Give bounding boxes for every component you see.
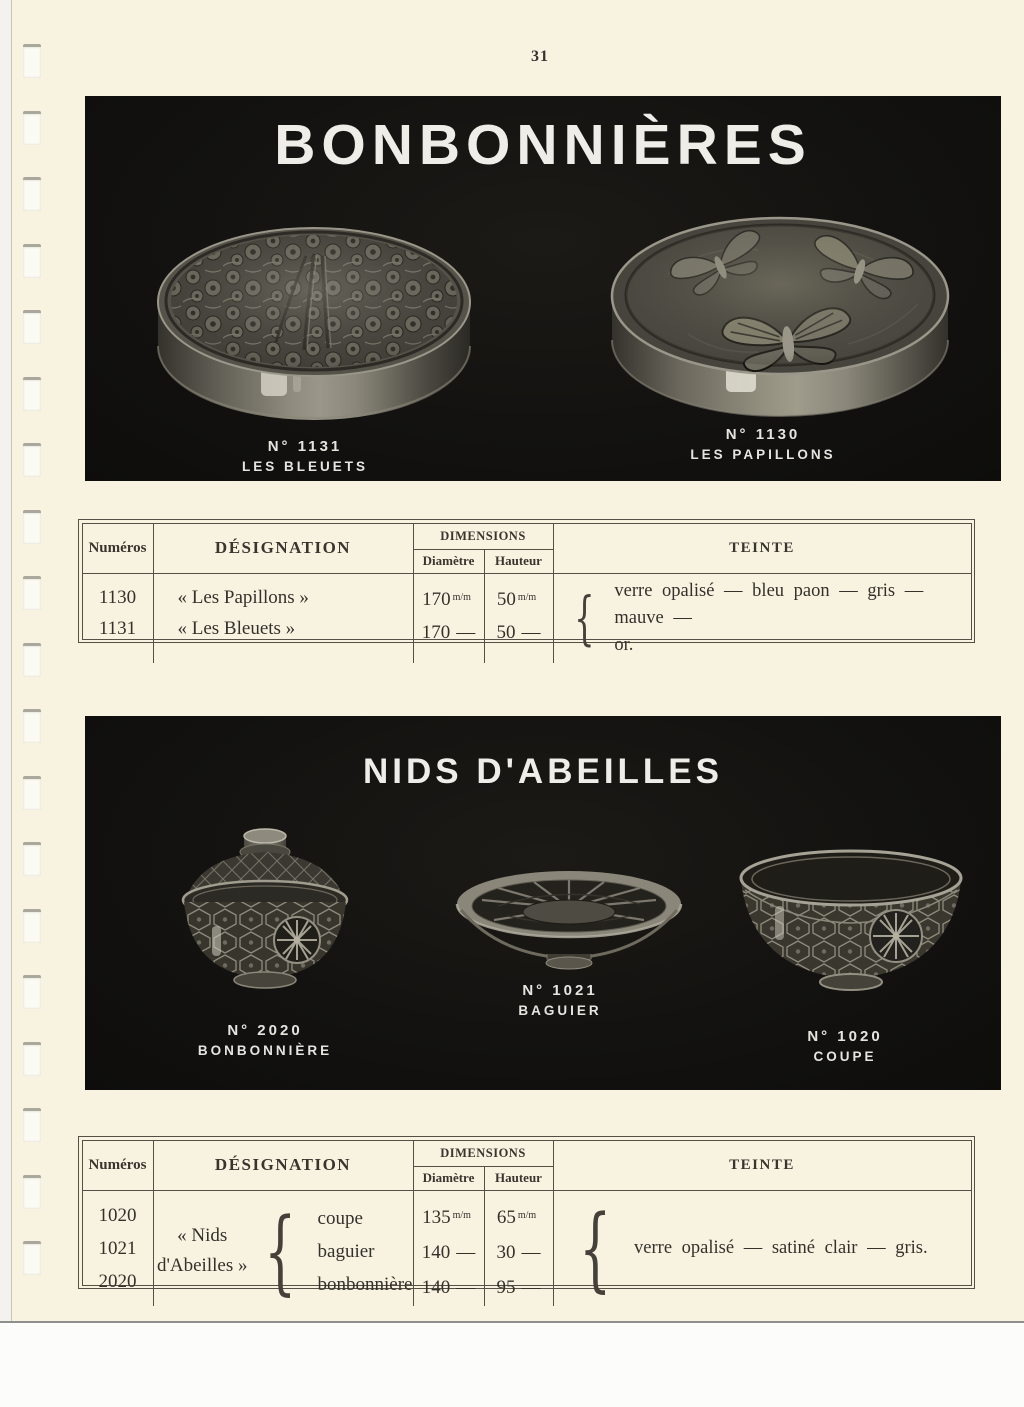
numeros-cells: [83, 574, 154, 663]
table-cell: 135 $^{m/m}$: [422, 1206, 471, 1228]
binder-hole: [23, 44, 41, 78]
product-name: COUPE: [813, 1049, 877, 1064]
diametre-cells: [414, 574, 485, 663]
scan-bottom-edge: [0, 1321, 1024, 1407]
col-header-numeros: Numéros: [83, 524, 154, 574]
table-cell: 170 $^{m/m}$: [422, 588, 471, 610]
binder-hole: [23, 310, 41, 344]
binder-hole: [23, 1042, 41, 1076]
table-cell: bonbonnière: [317, 1273, 413, 1295]
table-cell: 65 $^{m/m}$: [496, 1206, 537, 1228]
col-header-hauteur: Hauteur: [485, 550, 554, 574]
binder-hole: [23, 1241, 41, 1275]
binder-hole: [23, 244, 41, 278]
brace-icon: {: [573, 584, 595, 652]
group-name: « Nids d'Abeilles »: [156, 1225, 248, 1276]
section-title-nids-abeilles: NIDS D'ABEILLES: [362, 752, 723, 791]
brace-icon: {: [264, 1197, 297, 1305]
les-papillons-label: [663, 426, 863, 462]
teinte-cell: [554, 1191, 971, 1306]
product-name: LES PAPILLONS: [690, 447, 836, 462]
col-header-designation: DÉSIGNATION: [154, 524, 414, 574]
table-cell: 2020: [98, 1270, 137, 1292]
table-cell: 140 —: [421, 1241, 476, 1263]
hauteur-cells: [485, 1191, 554, 1306]
teinte-text: verre opalisé — bleu paon — gris — mauve — or.: [614, 580, 924, 655]
binder-hole: [23, 776, 41, 810]
table-cell: 170 —: [421, 621, 476, 643]
table-cell: 1021: [98, 1237, 137, 1259]
product-name: BONBONNIÈRE: [197, 1043, 333, 1058]
table-cell: coupe: [317, 1207, 363, 1229]
product-number: N° 2020: [227, 1022, 303, 1039]
baguier-1021-photo: [448, 862, 690, 976]
brace-icon: {: [578, 1194, 611, 1302]
hauteur-cells: [485, 574, 554, 663]
table-cell: « Les Papillons »: [177, 586, 309, 608]
col-header-teinte: TEINTE: [554, 1141, 971, 1191]
product-number: N° 1020: [807, 1028, 883, 1045]
binder-hole: [23, 975, 41, 1009]
binder-hole: [23, 1108, 41, 1142]
binder-hole: [23, 643, 41, 677]
table-cell: 1131: [98, 617, 137, 639]
col-header-designation: DÉSIGNATION: [154, 1141, 414, 1191]
binder-hole: [23, 576, 41, 610]
binder-hole: [23, 377, 41, 411]
table-cell: 1130: [98, 586, 137, 608]
section-title-bonbonnieres: BONBONNIÈRES: [274, 113, 812, 177]
les-papillons-photo: [598, 194, 962, 434]
binder-hole: [23, 842, 41, 876]
scan-left-edge: [0, 0, 12, 1321]
nids-abeilles-table: [78, 1136, 975, 1305]
nids-abeilles-panel: [85, 716, 1001, 1090]
binder-hole: [23, 1175, 41, 1209]
col-header-diametre: Diamètre: [414, 1167, 485, 1191]
bonbonniere-2020-photo: [160, 816, 372, 1020]
table-cell: baguier: [317, 1240, 375, 1262]
table-cell: 50 —: [496, 621, 541, 643]
les-bleuets-photo: [143, 196, 485, 434]
bonbonnieres-panel: [85, 96, 1001, 481]
les-bleuets-label: [205, 438, 405, 474]
binder-hole: [23, 177, 41, 211]
page-number: 31: [531, 48, 549, 65]
product-name: BAGUIER: [518, 1003, 602, 1018]
teinte-cell: [554, 574, 971, 663]
designation-group-cell: [154, 1191, 414, 1306]
bonbonnieres-table: [78, 519, 975, 655]
table-cell: 140 —: [421, 1276, 476, 1298]
coupe-1020-photo: [733, 848, 970, 1016]
col-header-teinte: TEINTE: [554, 524, 971, 574]
product-name: LES BLEUETS: [241, 459, 368, 474]
product-number: N° 1021: [522, 982, 598, 999]
binder-hole: [23, 909, 41, 943]
binder-hole: [23, 443, 41, 477]
col-header-numeros: Numéros: [83, 1141, 154, 1191]
binder-hole: [23, 510, 41, 544]
product-number: N° 1130: [725, 426, 801, 443]
col-header-dimensions: DIMENSIONS: [414, 1141, 554, 1167]
designation-cells: [154, 574, 414, 663]
table-cell: 1020: [98, 1204, 137, 1226]
bonbonniere-2020-label: [165, 1022, 365, 1058]
col-header-hauteur: Hauteur: [485, 1167, 554, 1191]
col-header-dimensions: DIMENSIONS: [414, 524, 554, 550]
table-cell: 95 —: [496, 1276, 541, 1298]
numeros-cells: [83, 1191, 154, 1306]
table-cell: 30 —: [496, 1241, 541, 1263]
binder-hole: [23, 709, 41, 743]
col-header-diametre: Diamètre: [414, 550, 485, 574]
table-cell: 50 $^{m/m}$: [496, 588, 537, 610]
coupe-1020-label: [745, 1028, 945, 1064]
group-items: [310, 1202, 413, 1301]
product-number: N° 1131: [267, 438, 343, 455]
table-cell: « Les Bleuets »: [177, 617, 296, 639]
teinte-text: verre opalisé — satiné clair — gris.: [634, 1237, 928, 1258]
baguier-1021-label: [460, 982, 660, 1018]
binder-hole: [23, 111, 41, 145]
diametre-cells: [414, 1191, 485, 1306]
